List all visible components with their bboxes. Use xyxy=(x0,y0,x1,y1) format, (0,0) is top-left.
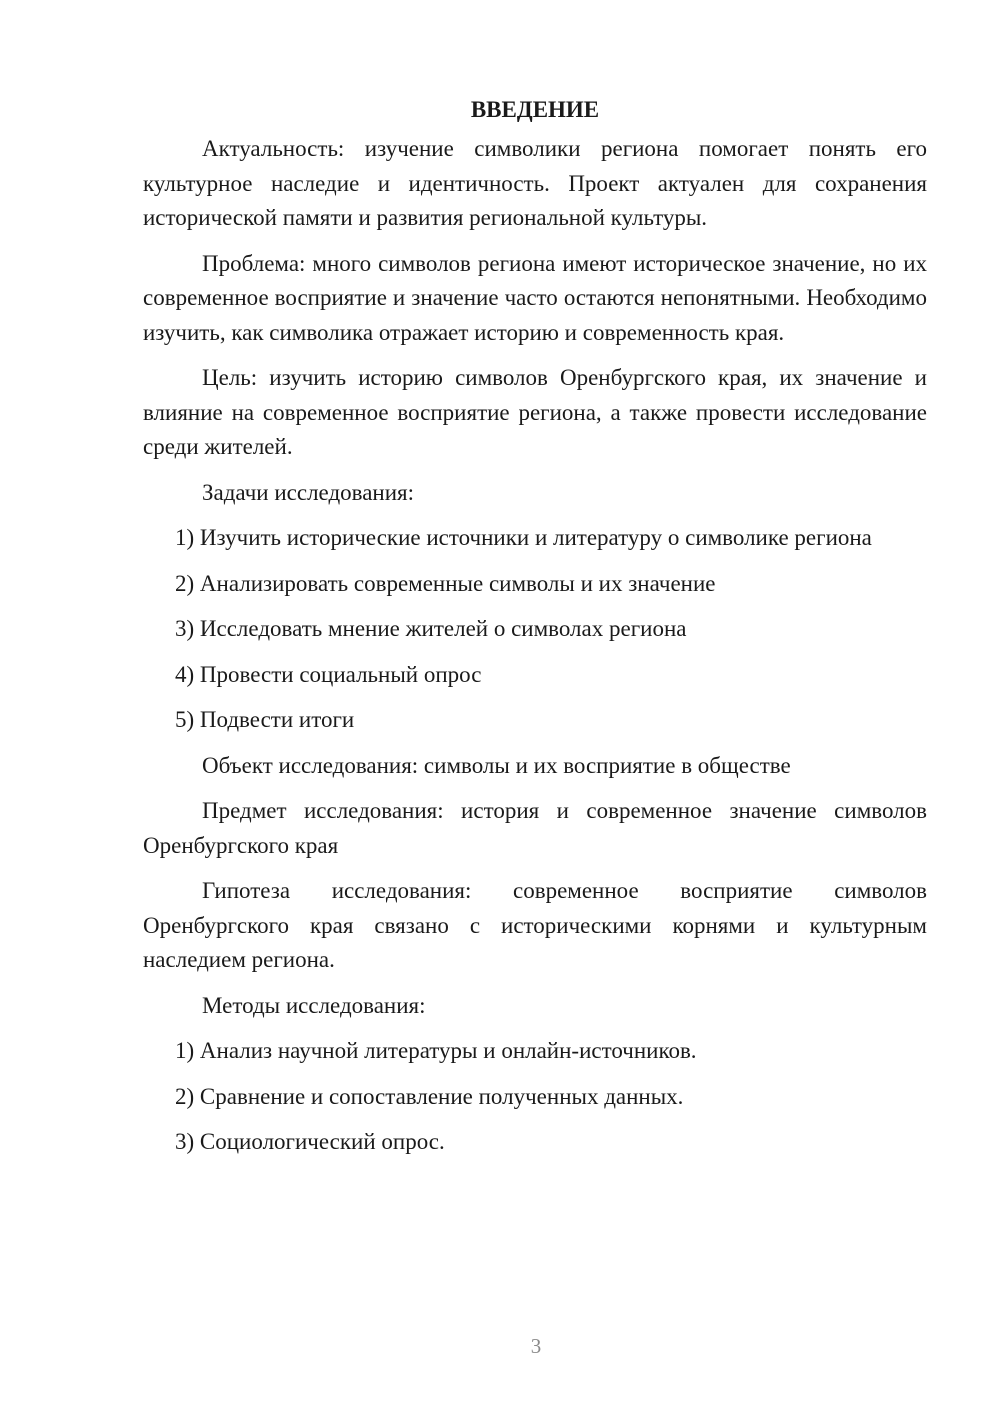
list-item: 4) Провести социальный опрос xyxy=(175,661,482,687)
hypothesis-paragraph: Гипотеза исследования: современное восприятие символов Оренбургского края связано с историческими корнями и культурным наследием региона. xyxy=(143,878,927,972)
subject-paragraph: Предмет исследования: история и современное значение символов Оренбургского края xyxy=(143,798,927,858)
problem-paragraph: Проблема: много символов региона имеют историческое значение, но их современное восприятие и значение часто остаются непонятными. Необходимо изучить, как символика отражает историю и современность края. xyxy=(143,250,927,345)
list-item: 2) Анализировать современные символы и их значение xyxy=(175,570,716,596)
tasks-list xyxy=(143,521,927,738)
document-page xyxy=(143,92,927,1171)
section-heading: ВВЕДЕНИЕ xyxy=(470,97,600,122)
goal-paragraph: Цель: изучить историю символов Оренбургского края, их значение и влияние на современное восприятие региона, а также провести исследование среди жителей. xyxy=(143,365,927,459)
methods-list xyxy=(143,1034,927,1160)
list-item: 5) Подвести итоги xyxy=(175,707,355,732)
relevance-paragraph: Актуальность: изучение символики региона помогает понять его культурное наследие и идентичность. Проект актуален для сохранения исторической памяти и развития региональной культуры. xyxy=(143,136,927,230)
list-item: 3) Исследовать мнение жителей о символах региона xyxy=(175,616,687,641)
list-item: 1) Анализ научной литературы и онлайн-источников. xyxy=(175,1038,697,1063)
page-number: 3 xyxy=(530,1334,542,1358)
list-item: 2) Сравнение и сопоставление полученных данных. xyxy=(175,1083,684,1109)
methods-label: Методы исследования: xyxy=(202,992,426,1018)
list-item: 3) Социологический опрос. xyxy=(175,1129,445,1154)
tasks-label: Задачи исследования: xyxy=(202,479,415,505)
object-paragraph: Объект исследования: символы и их восприятие в обществе xyxy=(202,752,791,778)
list-item: 1) Изучить исторические источники и литературу о символике региона xyxy=(175,525,872,550)
